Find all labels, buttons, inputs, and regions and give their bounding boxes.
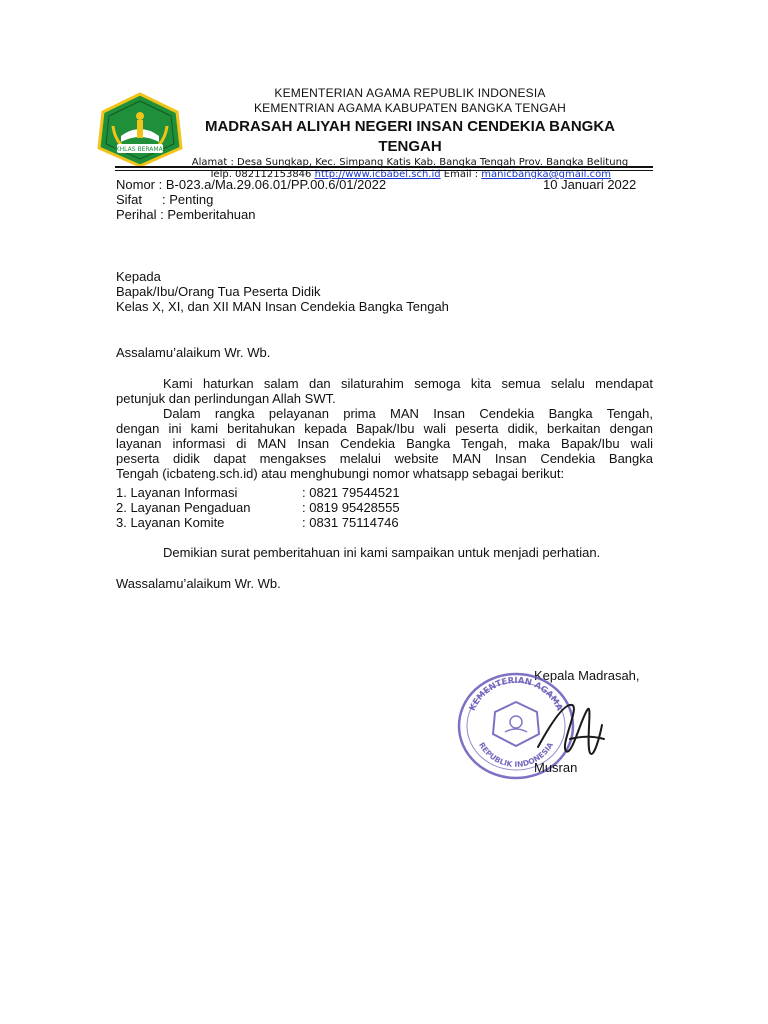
email-label: Email :	[443, 169, 479, 180]
farewell: Wassalamu’alaikum Wr. Wb.	[116, 576, 281, 591]
signatory-title: Kepala Madrasah,	[534, 668, 640, 683]
recipient-kepada: Kepada	[116, 269, 161, 284]
paragraph-2-line: Dalam rangka pelayanan prima MAN Insan Cendekia Bangka Tengah,	[163, 406, 653, 421]
letterhead-phone: Telp. 082112153846	[209, 169, 312, 180]
svg-text:IKHLAS BERAMAL: IKHLAS BERAMAL	[113, 146, 167, 153]
letter-date: 10 Januari 2022	[543, 177, 637, 192]
sifat-label: Sifat	[116, 192, 143, 207]
paragraph-1	[116, 376, 653, 406]
paragraph-2-line: layanan informasi di MAN Insan Cendekia Bangka Tengah, maka Bapak/Ibu wali	[116, 436, 653, 451]
recipient-parents: Bapak/Ibu/Orang Tua Peserta Didik	[116, 284, 321, 299]
perihal-value: Pemberitahuan	[167, 207, 256, 222]
contact-name: 2. Layanan Pengaduan	[116, 500, 251, 515]
list-item	[116, 515, 653, 530]
letterhead-regency-office: KEMENTRIAN AGAMA KABUPATEN BANGKA TENGAH	[253, 101, 567, 115]
svg-text:KEMENTERIAN AGAMA: KEMENTERIAN AGAMA	[467, 675, 565, 713]
contact-list	[116, 485, 653, 530]
list-item	[116, 485, 653, 500]
paragraph-1-line: Kami haturkan salam dan silaturahim semoga kita semua selalu mendapat	[163, 376, 653, 391]
letterhead-rule-thick	[115, 166, 653, 168]
recipient-classes: Kelas X, XI, dan XII MAN Insan Cendekia Bangka Tengah	[116, 299, 449, 314]
paragraph-2-line: Tengah (icbateng.sch.id) atau menghubungi nomor whatsapp sebagai berikut:	[116, 466, 565, 481]
contact-name: 3. Layanan Komite	[116, 515, 225, 530]
nomor-label: Nomor :	[116, 177, 163, 192]
paragraph-2-line: dengan ini kami beritahukan kepada Bapak/Ibu wali peserta didik, berkaitan dengan	[116, 421, 653, 436]
email-link[interactable]: manicbangka@gmail.com	[481, 169, 611, 180]
paragraph-1-line: petunjuk dan perlindungan Allah SWT.	[116, 391, 336, 406]
paragraph-2-line: peserta didik dapat mengakses melalui website MAN Insan Cendekia Bangka	[116, 451, 653, 466]
greeting: Assalamu’alaikum Wr. Wb.	[116, 345, 271, 360]
sifat-value: : Penting	[162, 192, 214, 207]
letterhead-rule-thin	[115, 170, 653, 171]
letterhead-address: Alamat : Desa Sungkap, Kec. Simpang Katis Kab. Bangka Tengah Prov. Bangka Belitung	[191, 157, 629, 168]
contact-number: : 0819 95428555	[302, 500, 400, 515]
perihal-label: Perihal :	[116, 207, 164, 222]
closing-sentence: Demikian surat pemberitahuan ini kami sampaikan untuk menjadi perhatian.	[163, 545, 601, 560]
handwritten-signature	[530, 695, 610, 765]
letterhead-ministry: KEMENTERIAN AGAMA REPUBLIK INDONESIA	[274, 86, 546, 100]
nomor-value: B-023.a/Ma.29.06.01/PP.00.6/01/2022	[165, 177, 387, 192]
signatory-name: Musran	[534, 760, 578, 775]
paragraph-2	[116, 406, 653, 481]
list-item	[116, 500, 653, 515]
contact-number: : 0831 75114746	[302, 515, 399, 530]
nomor-line	[116, 177, 386, 192]
sifat-line	[116, 192, 213, 207]
contact-number: : 0821 79544521	[302, 485, 400, 500]
website-link[interactable]: http://www.icbabel.sch.id	[314, 169, 441, 180]
contact-name: 1. Layanan Informasi	[116, 485, 238, 500]
perihal-line	[116, 207, 256, 222]
ministry-logo	[97, 92, 183, 168]
letterhead-school-name: MADRASAH ALIYAH NEGERI INSAN CENDEKIA BANGKA TENGAH	[204, 118, 616, 155]
svg-text:REPUBLIK INDONESIA: REPUBLIK INDONESIA	[476, 740, 556, 769]
